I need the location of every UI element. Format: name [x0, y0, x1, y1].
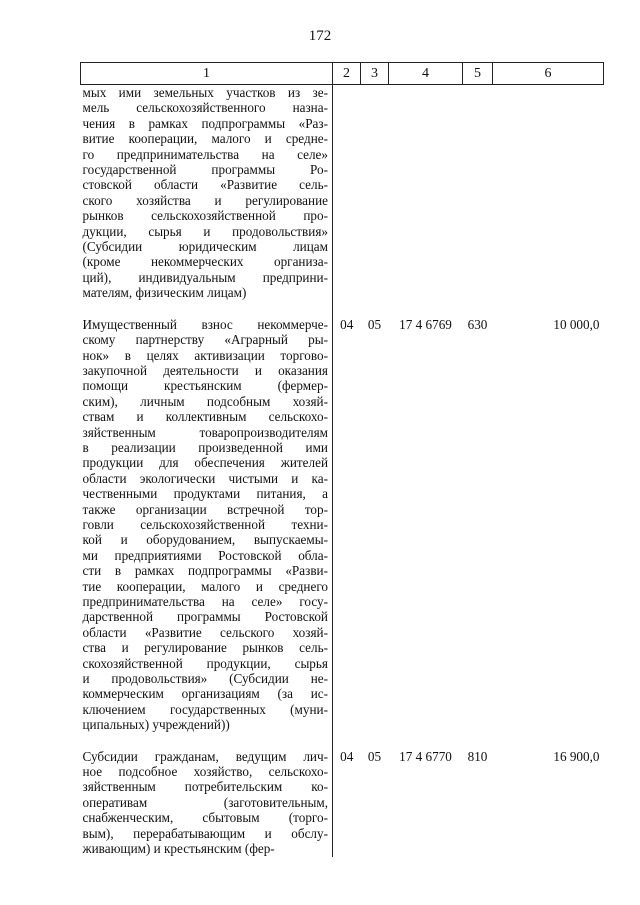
description-line: ное подсобное хозяйство, сельскохо- [82, 764, 328, 780]
description-line: коммерческим организациям (за ис- [82, 686, 328, 702]
description-line: ключением государственных (муни- [82, 701, 328, 717]
description-line: дарственной программы Ростовской [82, 609, 328, 625]
table-body [81, 85, 604, 857]
section-code-cell: 04 [340, 316, 354, 332]
description-line: продукции для обеспечения жителей [82, 455, 328, 471]
description-line: (кроме некоммерческих организа- [82, 254, 328, 270]
spacer-cell [81, 733, 333, 749]
page-number: 172 [308, 28, 332, 44]
description-line: ства и регулирование рынков сель- [82, 640, 328, 656]
description-line: и продовольствия» (Субсидии не- [82, 671, 328, 687]
spacer-cell [361, 301, 389, 317]
section-code-cell: 04 [340, 748, 354, 764]
column-header-3: 3 [361, 63, 389, 85]
spacer-cell [333, 301, 361, 317]
subsection-code-cell [361, 85, 389, 301]
description-line: ствам и коллективным сельскохо- [82, 409, 328, 425]
description-line: говли сельскохозяйственной техни- [82, 516, 328, 532]
spacer-cell [389, 301, 463, 317]
description-line: Имущественный взнос некоммерче- [82, 316, 328, 332]
column-header-6: 6 [493, 63, 604, 85]
description-line: мых ими земельных участков из зе- [82, 85, 328, 100]
spacer-cell [493, 733, 604, 749]
column-header-1: 1 [81, 63, 333, 85]
row-spacer [81, 733, 604, 749]
table-header-row [81, 63, 604, 85]
description-line: го предпринимательства на селе» [82, 146, 328, 162]
description-line: зяйственным потребительским ко- [82, 779, 328, 795]
column-header-2: 2 [333, 63, 361, 85]
description-line: оперативам (заготовительным, [82, 794, 328, 810]
description-line: вым), перерабатывающим и обслу- [82, 825, 328, 841]
table-row [81, 85, 604, 301]
spacer-cell [463, 733, 493, 749]
amount-cell: 16 900,0 [553, 748, 600, 764]
spacer-cell [493, 301, 604, 317]
amount-cell: 10 000,0 [553, 316, 600, 332]
description-line: чения в рамках подпрограммы «Раз- [82, 115, 328, 131]
description-line: также организации встречной тор- [82, 501, 328, 517]
description-line: ций), индивидуальным предприни- [82, 269, 328, 285]
description-line: ского хозяйства и регулирование [82, 192, 328, 208]
subsection-code-cell: 05 [367, 316, 382, 332]
description-line: скому партнерству «Аграрный ры- [82, 332, 328, 348]
description-line: помощи крестьянским (фермер- [82, 378, 328, 394]
description-line: ми предприятиями Ростовской обла- [82, 547, 328, 563]
row-description [81, 749, 333, 857]
description-line: мателям, физическим лицам) [82, 285, 247, 301]
column-header-4: 4 [389, 63, 463, 85]
description-line: витие кооперации, малого и средне- [82, 131, 328, 147]
spacer-cell [333, 733, 361, 749]
description-line: в реализации произведенной ими [82, 439, 328, 455]
description-line: стовской области «Развитие сель- [82, 177, 328, 193]
description-line: государственной программы Ро- [82, 162, 328, 178]
target-article-cell: 17 4 6769 [399, 316, 452, 332]
target-article-cell: 17 4 6770 [399, 748, 452, 764]
description-line: области «Развитие сельского хозяй- [82, 624, 328, 640]
spacer-cell [389, 733, 463, 749]
description-line: зяйственным товаропроизводителям [82, 424, 328, 440]
description-line: снабженческим, сбытовым (торго- [82, 810, 328, 826]
expense-type-cell: 630 [467, 316, 488, 332]
description-line: чественными продуктами питания, а [82, 486, 328, 502]
description-line: тие кооперации, малого и среднего [82, 578, 328, 594]
row-description [81, 317, 333, 733]
column-header-5: 5 [463, 63, 493, 85]
amount-cell [493, 85, 604, 301]
description-line: дукции, сырья и продовольствия» [82, 223, 328, 239]
description-line: закупочной деятельности и оказания [82, 362, 328, 378]
expense-type-cell [463, 85, 493, 301]
table-row [81, 317, 604, 733]
spacer-cell [361, 733, 389, 749]
spacer-cell [463, 301, 493, 317]
description-line: скохозяйственной продукции, сырья [82, 655, 328, 671]
expense-type-cell: 810 [467, 748, 488, 764]
row-spacer [81, 301, 604, 317]
table-row [81, 749, 604, 857]
description-line: Субсидии гражданам, ведущим лич- [82, 748, 328, 764]
description-line: мель сельскохозяйственного назна- [82, 100, 328, 116]
spacer-cell [81, 301, 333, 317]
description-line: ским), личным подсобным хозяй- [82, 393, 328, 409]
target-article-cell [389, 85, 463, 301]
row-description [81, 85, 333, 301]
description-line: живающим) и крестьянским (фер- [82, 841, 275, 857]
subsection-code-cell: 05 [367, 748, 382, 764]
description-line: области экологически чистыми и ка- [82, 470, 328, 486]
description-line: ципальных) учреждений)) [82, 717, 230, 733]
description-line: кой и оборудованием, выпускаемы- [82, 532, 328, 548]
description-line: (Субсидии юридическим лицам [82, 239, 328, 255]
budget-table [80, 62, 604, 857]
description-line: рынков сельскохозяйственной про- [82, 208, 328, 224]
description-line: предпринимательства на селе» госу- [82, 594, 328, 609]
description-line: нок» в целях активизации торгово- [82, 347, 328, 363]
section-code-cell [333, 85, 361, 301]
description-line: сти в рамках подпрограммы «Разви- [82, 563, 328, 579]
